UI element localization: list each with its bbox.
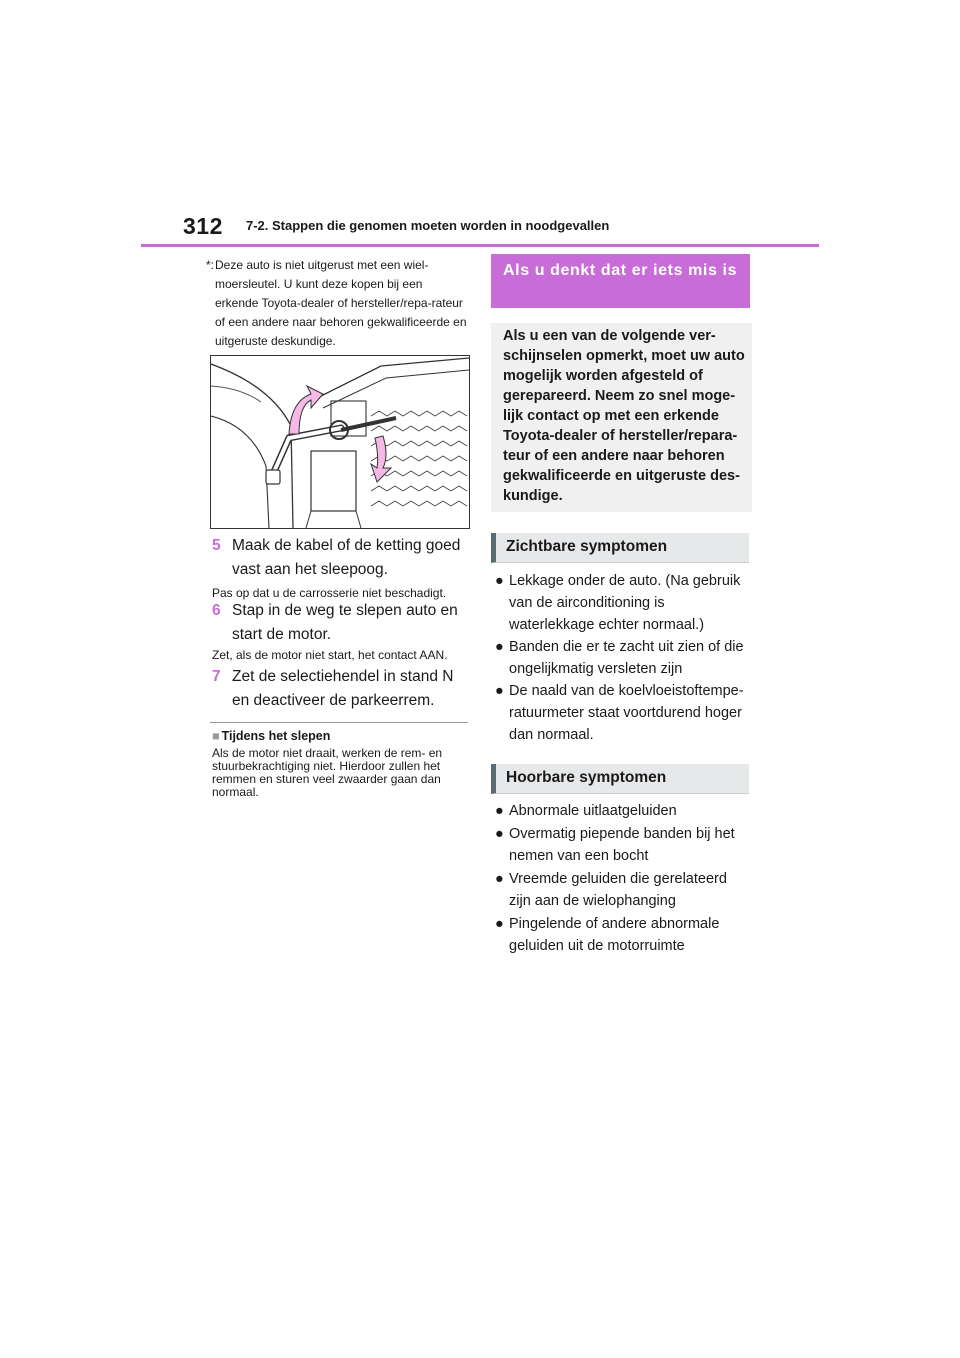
list-item — [495, 570, 751, 636]
bullet-icon: ● — [495, 639, 504, 655]
step-text: Maak de kabel of de ketting goed vast aan het sleepoog. — [232, 537, 461, 578]
list-item — [495, 823, 751, 867]
bullet-icon: ● — [495, 803, 504, 819]
towing-note-text: Als de motor niet draait, werken de rem- en stuurbekrachtiging niet. Hierdoor zullen het remmen en sturen veel zwaarder gaan dan normaal. — [212, 746, 443, 799]
problem-intro-text: Als u een van de volgende ver-schijnselen opmerkt, moet uw auto mogelijk worden afgesteld of gerepareerd. Neem zo snel moge-lijk contact op met een erkende Toyota-dealer of hersteller/repara-teur of een andere naar behoren gekwalificeerde en uitgeruste des-kundige. — [503, 328, 745, 504]
problem-intro-box — [491, 323, 752, 512]
list-item — [495, 868, 751, 912]
audible-symptoms-heading — [491, 764, 749, 794]
step-6-note: Zet, als de motor niet start, het contact AAN. — [212, 648, 448, 662]
bullet-icon: ● — [495, 826, 504, 842]
visible-symptoms-heading — [491, 533, 749, 563]
list-item-text: Lekkage onder de auto. (Na gebruik van de airconditioning is waterlekkage echter normaal.) — [509, 573, 741, 633]
footnote-text: Deze auto is niet uitgerust met een wiel-moersleutel. U kunt deze kopen bij een erkende Toyota-dealer of hersteller/repa-rateur of een andere naar behoren gekwalificeerde en uitgeruste deskundige. — [215, 258, 467, 348]
step-6 — [212, 599, 470, 647]
list-item-text: Pingelende of andere abnormale geluiden uit de motorruimte — [509, 916, 720, 954]
bullet-icon: ● — [495, 683, 504, 699]
towing-note-title: Tijdens het slepen — [221, 729, 331, 743]
note-divider — [210, 722, 468, 723]
tow-hook-illustration — [210, 355, 470, 529]
bullet-icon: ● — [495, 573, 504, 589]
step-number: 6 — [212, 602, 221, 619]
list-item — [495, 680, 751, 746]
audible-symptoms-title: Hoorbare symptomen — [506, 769, 667, 786]
list-item-text: Abnormale uitlaatgeluiden — [509, 803, 677, 819]
step-5 — [212, 534, 470, 582]
bullet-icon: ● — [495, 871, 504, 887]
list-item-text: Banden die er te zacht uit zien of die ongelijkmatig versleten zijn — [509, 639, 744, 677]
step-number: 7 — [212, 668, 221, 685]
square-bullet-icon: ■ — [212, 729, 220, 743]
step-5-note: Pas op dat u de carrosserie niet beschadigt. — [212, 586, 447, 600]
visible-symptoms-title: Zichtbare symptomen — [506, 538, 668, 555]
list-item-text: De naald van de koelvloeistoftempe-ratuurmeter staat voortdurend hoger dan normaal. — [509, 683, 744, 743]
page-number: 312 — [183, 213, 223, 239]
step-number: 5 — [212, 537, 221, 554]
tow-hook-drawing — [211, 356, 469, 528]
footnote-marker: *: — [206, 258, 215, 272]
step-text: Zet de selectiehendel in stand N en deactiveer de parkeerrem. — [232, 668, 454, 709]
list-item — [495, 800, 751, 822]
list-item-text: Overmatig piepende banden bij het nemen van een bocht — [509, 826, 735, 864]
header-rule — [141, 244, 819, 247]
footnote — [206, 256, 468, 351]
section-title: 7-2. Stappen die genomen moeten worden in noodgevallen — [246, 218, 610, 233]
step-7 — [212, 665, 470, 713]
problem-heading-box — [491, 254, 750, 308]
bullet-icon: ● — [495, 916, 504, 932]
step-text: Stap in de weg te slepen auto en start de motor. — [232, 602, 458, 643]
list-item-text: Vreemde geluiden die gerelateerd zijn aan de wielophanging — [509, 871, 727, 909]
towing-note-heading — [212, 729, 330, 743]
list-item — [495, 636, 751, 680]
list-item — [495, 913, 751, 957]
problem-title: Als u denkt dat er iets mis is — [503, 262, 738, 279]
